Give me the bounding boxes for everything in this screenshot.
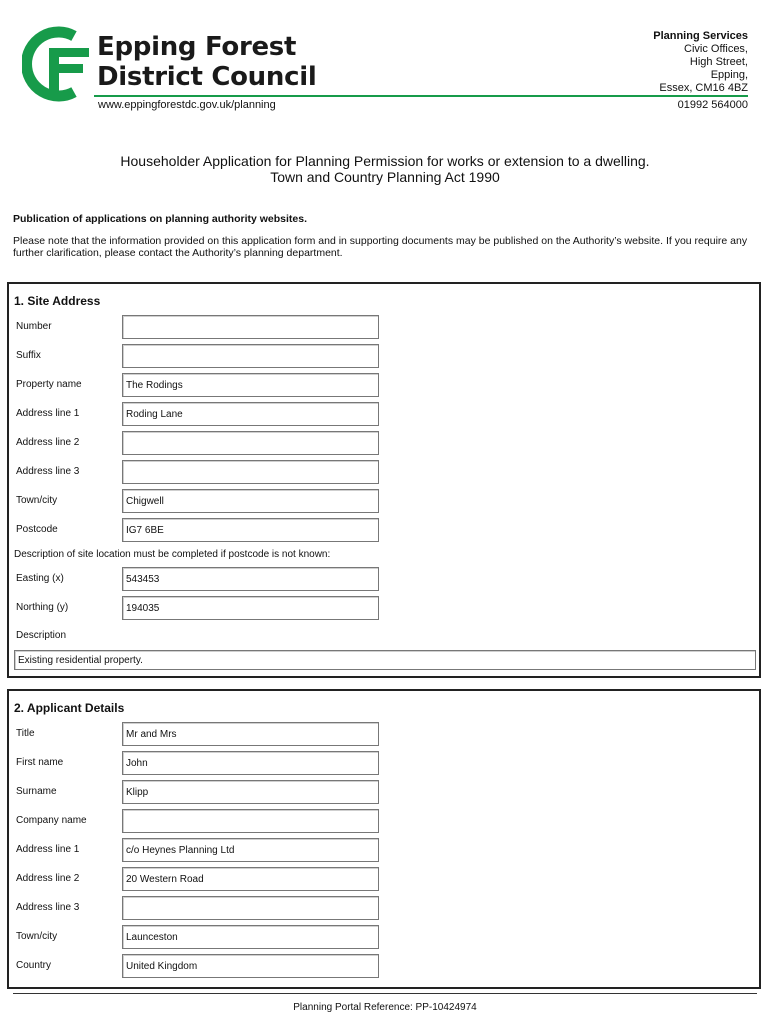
form-row xyxy=(9,344,759,370)
field-label: Address line 2 xyxy=(16,437,80,448)
field-label: Number xyxy=(16,321,52,332)
address-line: Civic Offices, xyxy=(684,43,748,55)
address-line2-field[interactable] xyxy=(122,431,379,455)
council-address xyxy=(653,30,748,95)
form-row xyxy=(9,596,759,622)
property-name-field[interactable]: The Rodings xyxy=(122,373,379,397)
field-label: Northing (y) xyxy=(16,602,69,613)
form-row xyxy=(9,925,759,951)
form-row xyxy=(9,373,759,399)
field-label: Postcode xyxy=(16,524,58,535)
suffix-field[interactable] xyxy=(122,344,379,368)
form-row xyxy=(9,838,759,864)
form-title-line1: Householder Application for Planning Permission for works or extension to a dwelling. xyxy=(120,153,650,169)
easting-field[interactable]: 543453 xyxy=(122,567,379,591)
form-row xyxy=(9,809,759,835)
form-title xyxy=(0,153,770,185)
company-name-field[interactable] xyxy=(122,809,379,833)
field-label: Surname xyxy=(16,786,57,797)
field-label: Town/city xyxy=(16,495,58,506)
portal-reference: Planning Portal Reference: PP-10424974 xyxy=(293,1002,477,1013)
field-label: Suffix xyxy=(16,350,41,361)
form-row xyxy=(9,489,759,515)
field-label: First name xyxy=(16,757,64,768)
description-label: Description xyxy=(16,630,67,641)
applicant-address-line3-field[interactable] xyxy=(122,896,379,920)
field-label: Country xyxy=(16,960,52,971)
council-website[interactable]: www.eppingforestdc.gov.uk/planning xyxy=(98,99,276,111)
number-field[interactable] xyxy=(122,315,379,339)
form-row xyxy=(9,780,759,806)
field-label: Address line 3 xyxy=(16,466,80,477)
header-rule xyxy=(94,95,748,97)
surname-field[interactable]: Klipp xyxy=(122,780,379,804)
address-line: High Street, xyxy=(689,56,748,68)
address-line3-field[interactable] xyxy=(122,460,379,484)
title-field[interactable]: Mr and Mrs xyxy=(122,722,379,746)
field-label: Property name xyxy=(16,379,82,390)
description-field[interactable]: Existing residential property. xyxy=(14,650,756,670)
field-label: Address line 2 xyxy=(16,873,80,884)
address-line: Epping, xyxy=(710,69,748,81)
applicant-town-city-field[interactable]: Launceston xyxy=(122,925,379,949)
field-label: Address line 3 xyxy=(16,902,80,913)
applicant-address-line2-field[interactable]: 20 Western Road xyxy=(122,867,379,891)
form-row xyxy=(9,567,759,593)
section-title: 1. Site Address xyxy=(14,294,101,308)
form-row xyxy=(9,722,759,748)
form-row xyxy=(9,315,759,341)
address-line1-field[interactable]: Roding Lane xyxy=(122,402,379,426)
postcode-field[interactable]: IG7 6BE xyxy=(122,518,379,542)
field-label: Title xyxy=(16,728,35,739)
form-row xyxy=(9,896,759,922)
publication-heading: Publication of applications on planning authority websites. xyxy=(13,213,308,225)
form-row xyxy=(9,518,759,544)
footer-rule xyxy=(13,993,757,994)
field-label: Town/city xyxy=(16,931,58,942)
publication-note: Please note that the information provided on this application form and in supporting documents may be published on the Authority’s website. If you require any further clarification, please contact the Authority’s planning department. xyxy=(13,235,748,259)
first-name-field[interactable]: John xyxy=(122,751,379,775)
address-line: Essex, CM16 4BZ xyxy=(659,82,748,94)
location-note: Description of site location must be completed if postcode is not known: xyxy=(14,549,331,560)
form-row xyxy=(9,954,759,980)
form-row xyxy=(9,867,759,893)
council-name-line2: District Council xyxy=(97,62,317,92)
town-city-field[interactable]: Chigwell xyxy=(122,489,379,513)
site-address-section xyxy=(7,282,761,678)
field-label: Company name xyxy=(16,815,87,826)
form-row xyxy=(9,751,759,777)
form-title-line2: Town and Country Planning Act 1990 xyxy=(270,169,500,185)
northing-field[interactable]: 194035 xyxy=(122,596,379,620)
council-name xyxy=(97,32,316,92)
applicant-details-section xyxy=(7,689,761,989)
field-label: Easting (x) xyxy=(16,573,64,584)
council-name-line1: Epping Forest xyxy=(97,32,297,62)
form-row xyxy=(9,402,759,428)
field-label: Address line 1 xyxy=(16,844,80,855)
council-phone: 01992 564000 xyxy=(677,99,748,111)
applicant-address-line1-field[interactable]: c/o Heynes Planning Ltd xyxy=(122,838,379,862)
department-name: Planning Services xyxy=(653,30,748,42)
field-label: Address line 1 xyxy=(16,408,80,419)
applicant-country-field[interactable]: United Kingdom xyxy=(122,954,379,978)
council-logo xyxy=(22,26,92,102)
form-row xyxy=(9,431,759,457)
form-row xyxy=(9,460,759,486)
section-title: 2. Applicant Details xyxy=(14,701,125,715)
